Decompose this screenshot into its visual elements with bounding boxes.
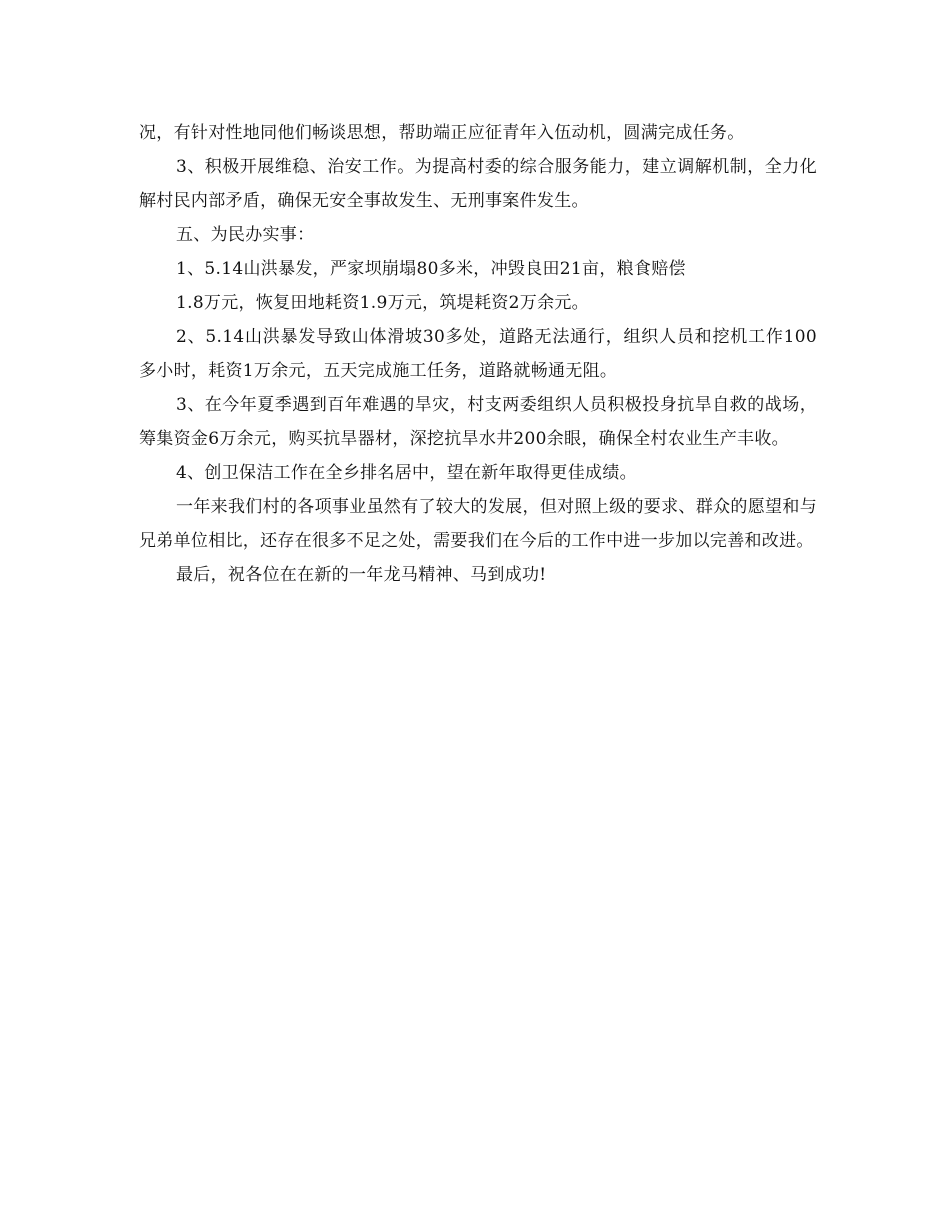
paragraph-drought-item-3: 3、在今年夏季遇到百年难遇的旱灾，村支两委组织人员积极投身抗旱自救的战场，筹集资金6万余元，购买抗旱器材，深挖抗旱水井200余眼，确保全村农业生产丰收。 [139,395,817,449]
section-heading-practical-affairs: 五、为民办实事： [176,225,315,245]
document-body [139,116,817,592]
paragraph-summary: 一年来我们村的各项事业虽然有了较大的发展，但对照上级的要求、群众的愿望和与兄弟单位相比，还存在很多不足之处，需要我们在今后的工作中进一步加以完善和改进。 [139,497,817,551]
paragraph-flood-item-1-cont: 1.8万元，恢复田地耗资1.9万元，筑堤耗资2万余元。 [176,293,589,313]
paragraph-stability-security: 3、积极开展维稳、治安工作。为提高村委的综合服务能力，建立调解机制，全力化解村民内部矛盾，确保无安全事故发生、无刑事案件发生。 [139,157,817,211]
paragraph-flood-item-1: 1、5.14山洪暴发，严家坝崩塌80多米，冲毁良田21亩，粮食赔偿 [176,259,686,279]
paragraph-sanitation-item-4: 4、创卫保洁工作在全乡排名居中，望在新年取得更佳成绩。 [176,463,637,483]
paragraph-landslide-item-2: 2、5.14山洪暴发导致山体滑坡30多处，道路无法通行，组织人员和挖机工作100多小时，耗资1万余元，五天完成施工任务，道路就畅通无阻。 [139,327,817,381]
paragraph-closing-wishes: 最后，祝各位在在新的一年龙马精神、马到成功! [176,565,547,585]
paragraph-continuation: 况，有针对性地同他们畅谈思想，帮助端正应征青年入伍动机，圆满完成任务。 [139,123,745,143]
